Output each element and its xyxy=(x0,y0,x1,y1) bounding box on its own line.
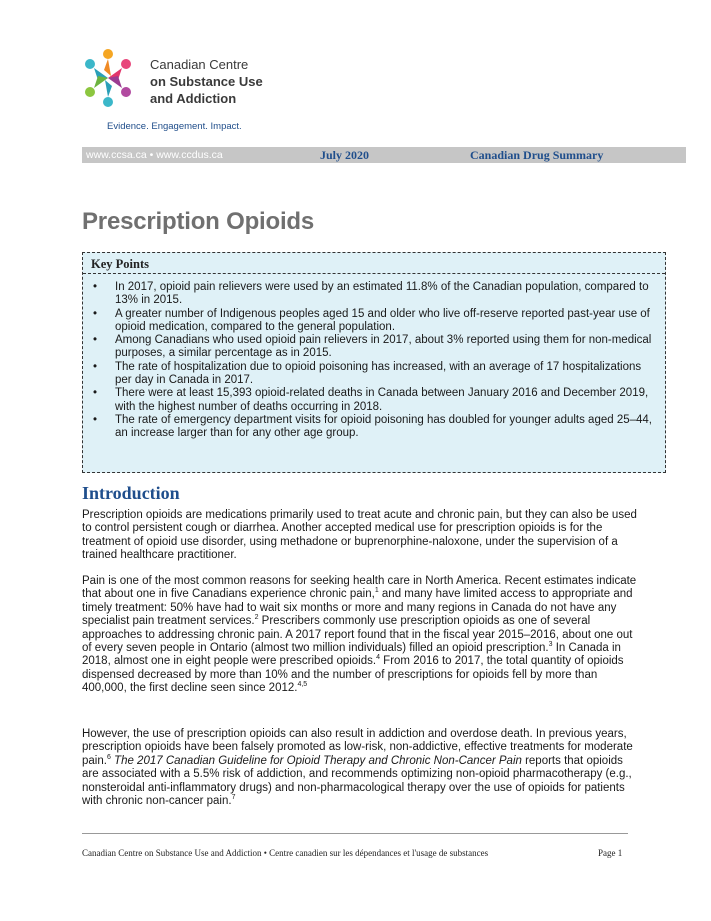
publication-date: July 2020 xyxy=(320,148,370,162)
bullet: • xyxy=(93,281,98,293)
key-point-text: The rate of hospitalization due to opioid poisoning has increased, with an average of 17 hospitalizations per day in Canada in 2017. xyxy=(115,360,642,387)
reference-link[interactable]: 7 xyxy=(231,794,236,802)
website-links[interactable]: www.ccsa.ca • www.ccdus.ca xyxy=(86,149,223,161)
intro-paragraph-1: Prescription opioids are medications primarily used to treat acute and chronic pain, but they can also be used to control persistent cough or diarrhea. Another accepted medical use for prescription opioids is for the treatment of opioid use disorder, using methadone or buprenorphine-naloxone, under the supervision of a trained healthcare practitioner. xyxy=(82,509,637,562)
reference-link[interactable]: 4 xyxy=(376,654,380,662)
bullet: • xyxy=(93,387,98,400)
ccsa-logo-icon xyxy=(78,46,138,110)
header-bar xyxy=(82,147,686,163)
paragraph-text: Prescribers commonly use prescription opioids as one of several approaches to addressing chronic pain. A 2017 report found that in the fiscal year 2015–2016, about one out of every seven people in Ontario (almost two million individuals) filled an opioid prescription. xyxy=(82,615,633,655)
paragraph-text: From 2016 to 2017, the total quantity of opioids dispensed decreased by more than 10% and the number of prescriptions for opioids fell by more than 400,000, the first decline seen since 2012. xyxy=(82,655,624,695)
bullet: • xyxy=(93,360,98,373)
reference-link[interactable]: 2 xyxy=(254,614,259,622)
document-title: Prescription Opioids xyxy=(82,208,315,235)
key-point-text: A greater number of Indigenous peoples aged 15 and older who live off-reserve reported past-year use of opioid medication, compared to the general population. xyxy=(115,307,650,333)
reference-link[interactable]: 1 xyxy=(374,587,379,595)
paragraph-text: Pain is one of the most common reasons for seeking health care in North America. Recent estimates indicate that about one in five Canadians experience chronic pain, xyxy=(82,575,637,601)
tagline: Evidence. Engagement. Impact. xyxy=(107,121,242,132)
bullet: • xyxy=(93,413,98,426)
guideline-title: The 2017 Canadian Guideline for Opioid Therapy and Chronic Non-Cancer Pain xyxy=(110,754,522,767)
series-name: Canadian Drug Summary xyxy=(470,148,604,162)
page-number: Page 1 xyxy=(598,848,623,858)
key-points-heading: Key Points xyxy=(83,253,665,274)
key-point-text: In 2017, opioid pain relievers were used by an estimated 11.8% of the Canadian population, compared to 13% in 2015. xyxy=(115,281,649,307)
key-point-item xyxy=(89,281,655,308)
bullet: • xyxy=(93,334,98,347)
key-point-item xyxy=(89,361,655,388)
key-points-list xyxy=(83,274,665,441)
organization-name xyxy=(150,56,263,107)
key-points-box xyxy=(82,252,666,473)
org-name-line3: and Addiction xyxy=(150,91,237,106)
footer-divider xyxy=(82,833,628,834)
bullet: • xyxy=(93,307,98,320)
paragraph-text: However, the use of prescription opioids can also result in addiction and overdose death. In previous years, prescription opioids have been falsely promoted as low-risk, non-addictive, effective treatments for moderate pain. xyxy=(82,728,633,767)
key-point-item xyxy=(89,387,655,414)
paragraph-text: reports that opioids are associated with a 5.5% risk of addiction, and recommends optimizing non-opioid pharmacotherapy (e.g., nonsteroidal anti-inflammatory drugs) and non-pharmacological therapy over the use of opioids for patients with chronic non-cancer pain. xyxy=(82,754,632,808)
intro-paragraph-3 xyxy=(82,728,637,808)
org-name-line1: Canadian Centre xyxy=(150,57,249,72)
key-point-item xyxy=(89,308,655,335)
key-point-item xyxy=(89,334,655,361)
paragraph-text: In Canada in 2018, almost one in eight people were prescribed opioids. xyxy=(82,642,621,668)
org-name-line2: on Substance Use xyxy=(150,74,263,89)
reference-link[interactable]: 3 xyxy=(548,641,553,649)
footer-org-names: Canadian Centre on Substance Use and Addiction • Centre canadien sur les dépendances et l'usage de substances xyxy=(82,848,489,858)
intro-paragraph-2 xyxy=(82,575,637,696)
paragraph-text: and many have limited access to appropriate and timely treatment: 50% have had to wait six months or more and many regions in Canada do not have any specialist pain treatment services. xyxy=(82,588,633,628)
key-point-text: There were at least 15,393 opioid-related deaths in Canada between January 2016 and December 2019, with the highest number of deaths occurring in 2018. xyxy=(115,387,649,413)
key-point-text: Among Canadians who used opioid pain relievers in 2017, about 3% reported using them for non-medical purposes, a similar percentage as in 2015. xyxy=(115,334,652,360)
reference-link[interactable]: 6 xyxy=(106,753,111,761)
introduction-heading: Introduction xyxy=(82,483,180,503)
key-point-text: The rate of emergency department visits for opioid poisoning has doubled for younger adults aged 25–44, an increase larger than for any other age group. xyxy=(115,413,653,440)
key-point-item xyxy=(89,414,655,441)
reference-link[interactable]: 4,5 xyxy=(297,681,308,689)
